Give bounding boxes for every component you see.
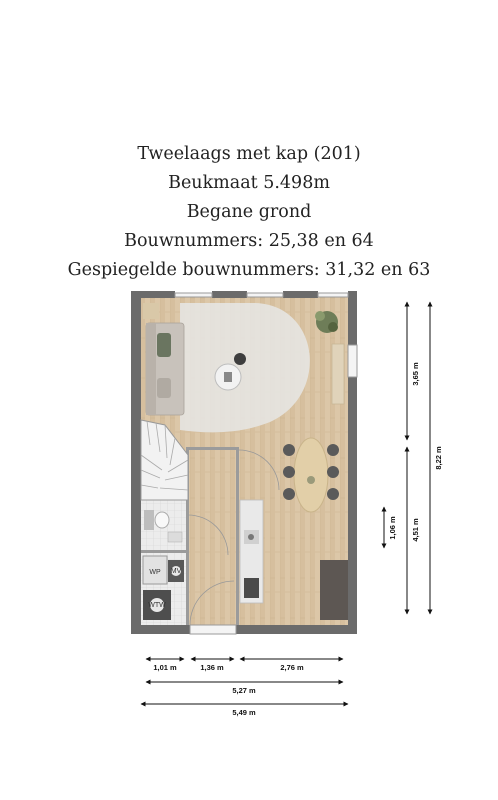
mirrored-bouwnummers-label: Gespiegelde bouwnummers: 31,32 en 63 [67, 260, 431, 280]
dining-table [294, 438, 328, 512]
dim-bottom-inner: 5,27 m [232, 686, 256, 695]
mv-label: MV [170, 568, 182, 575]
kitchen-island [240, 500, 263, 603]
sofa [146, 323, 184, 415]
house-type-title: Tweelaags met kap (201) [137, 144, 361, 164]
dim-right-total: 8,22 m [434, 446, 443, 470]
dim-bottom-seg2: 1,36 m [200, 663, 224, 672]
wp-label: WP [149, 569, 161, 576]
coffee-table-object [224, 372, 232, 382]
floor-name: Begane grond [186, 202, 312, 222]
cabinet [320, 560, 348, 620]
side-window [348, 345, 357, 377]
small-table [234, 353, 246, 365]
right-dimensions [384, 302, 430, 614]
back-door-opening [190, 625, 236, 634]
dim-right-lower: 4,51 m [411, 518, 420, 542]
sideboard [332, 344, 344, 404]
dim-bottom-seg1: 1,01 m [153, 663, 177, 672]
front-windows [175, 293, 348, 297]
wtw-label: WTW [148, 602, 166, 609]
dim-right-small: 1,06 m [388, 516, 397, 540]
dim-right-upper: 3,65 m [411, 362, 420, 386]
dim-bottom-outer: 5,49 m [232, 708, 256, 717]
table-decoration [307, 476, 315, 484]
dim-bottom-seg3: 2,76 m [280, 663, 304, 672]
beukmaat-label: Beukmaat 5.498m [168, 173, 330, 193]
bouwnummers-label: Bouwnummers: 25,38 en 64 [124, 231, 374, 251]
side-table [143, 303, 159, 319]
